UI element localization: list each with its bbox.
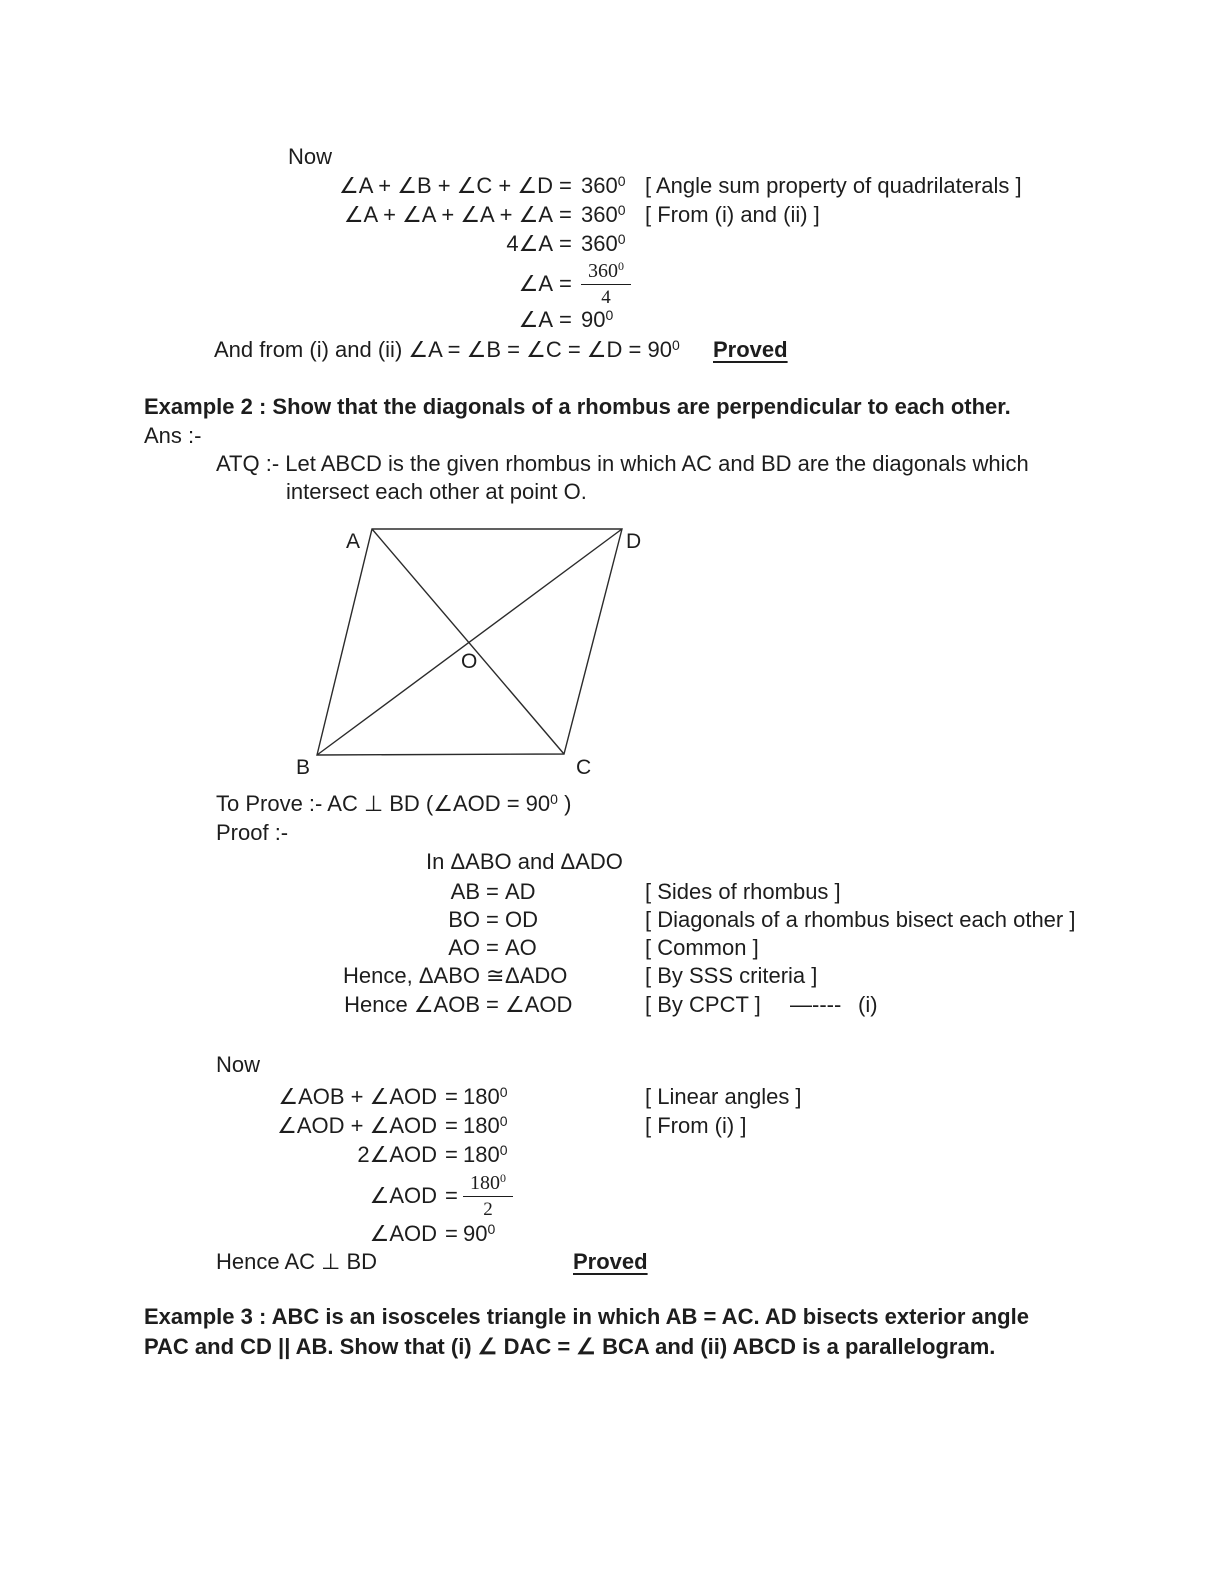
example3-line2: PAC and CD || AB. Show that (i) ∠ DAC = ∠ BCA and (ii) ABCD is a parallelogram.: [144, 1334, 996, 1359]
vertex-label-c: C: [576, 756, 592, 779]
proof-step: [0, 905, 1224, 934]
step-rhs: ∠AOD: [505, 992, 573, 1017]
equation-rhs: $180^0$: [463, 1113, 508, 1138]
step-comment: [ Sides of rhombus ]: [645, 879, 841, 904]
equation-lhs: 4∠A: [506, 231, 553, 256]
step-comment: [ Common ]: [645, 935, 759, 960]
step-lhs: Hence ∠AOB: [344, 992, 480, 1017]
proved-label: Proved: [713, 337, 788, 362]
equation-rhs: $180^0$: [463, 1084, 508, 1109]
equation-lhs: ∠AOD: [369, 1183, 437, 1208]
equation-comment: [ Angle sum property of quadrilaterals ]: [645, 173, 1022, 198]
fraction-denominator: 4: [601, 287, 611, 308]
equation-line: [0, 1140, 1224, 1169]
diagonal-ac: [372, 529, 564, 754]
diagonal-bd: [317, 529, 622, 755]
equation-lhs: ∠A: [518, 307, 553, 332]
equation-comment: [ Linear angles ]: [645, 1084, 802, 1109]
equation-lhs: ∠A + ∠B + ∠C + ∠D: [338, 173, 553, 198]
equation-rhs: $90^0$: [463, 1221, 496, 1246]
equation-rhs: $90^0$: [581, 307, 614, 332]
equals-sign: =: [559, 173, 572, 198]
proof-step: [0, 933, 1224, 962]
equation-line: [0, 1082, 1224, 1111]
step-comment: [ By SSS criteria ]: [645, 963, 818, 988]
example2-heading: Example 2 : Show that the diagonals of a rhombus are perpendicular to each other.: [144, 394, 1011, 419]
vertex-label-b: B: [296, 756, 311, 779]
fraction: [463, 1170, 513, 1219]
equation-comment: [ From (i) and (ii) ]: [645, 202, 820, 227]
step-lhs: Hence, ΔABO: [343, 963, 480, 988]
step-lhs: AO: [448, 935, 480, 960]
to-prove-line: To Prove :- AC ⊥ BD (∠AOD = $90^0$ ): [216, 791, 572, 816]
equation-line: [0, 229, 1224, 258]
vertex-label-a: A: [346, 530, 361, 553]
equation-rhs: $180^0$: [463, 1142, 508, 1167]
example3-heading: [144, 1302, 1029, 1362]
equation-lhs: ∠A: [518, 271, 553, 296]
equation-lhs: ∠AOD + ∠AOD: [277, 1113, 437, 1138]
equation-rhs: $360^0$: [581, 202, 626, 227]
equation-rhs: $360^0$: [581, 173, 626, 198]
equals-sign: =: [486, 879, 499, 904]
equation-lhs: ∠AOD: [369, 1221, 437, 1246]
equals-sign: =: [445, 1084, 458, 1109]
proof-step: [0, 961, 1224, 990]
step-comment: [ Diagonals of a rhombus bisect each other ]: [645, 907, 1076, 932]
equals-sign: =: [559, 202, 572, 227]
now-label: Now: [216, 1052, 261, 1077]
step-lhs: BO: [448, 907, 480, 932]
conclusion-text: And from (i) and (ii) ∠A = ∠B = ∠C = ∠D = $90^0$: [214, 337, 680, 362]
step-rhs: OD: [505, 907, 538, 932]
congruent-sign: ≅: [486, 963, 505, 988]
step-lhs: AB: [450, 879, 480, 904]
proof-step: [0, 990, 1224, 1019]
equation-lhs: 2∠AOD: [357, 1142, 437, 1167]
atq-line2: intersect each other at point O.: [286, 479, 587, 504]
equation-rhs: [463, 1170, 513, 1219]
step-comment: [ By CPCT ]: [645, 992, 761, 1017]
equation-lhs: ∠AOB + ∠AOD: [278, 1084, 437, 1109]
equals-sign: =: [445, 1183, 458, 1208]
equals-sign: =: [559, 271, 572, 296]
proved-label: Proved: [573, 1249, 648, 1274]
fraction-numerator: $360^0$: [581, 258, 631, 285]
proof-label: Proof :-: [216, 820, 289, 845]
in-triangles-line: In ΔABO and ΔADO: [426, 849, 623, 874]
fraction-numerator: $180^0$: [463, 1170, 513, 1197]
equals-sign: =: [486, 992, 499, 1017]
step-rhs: ΔADO: [505, 963, 568, 988]
reference-number: (i): [858, 992, 878, 1017]
equation-line: [0, 1219, 1224, 1248]
equals-sign: =: [559, 231, 572, 256]
equals-sign: =: [559, 307, 572, 332]
example3-line1: Example 3 : ABC is an isosceles triangle in which AB = AC. AD bisects exterior angle: [144, 1304, 1029, 1329]
fraction-denominator: 2: [483, 1199, 493, 1220]
equation-line-fraction: [0, 1168, 1224, 1218]
equation-line: [0, 200, 1224, 229]
equation-line: [0, 1111, 1224, 1140]
conclusion-line: [0, 335, 1224, 364]
center-label-o: O: [461, 650, 478, 673]
equals-sign: =: [486, 907, 499, 932]
conclusion-text: Hence AC ⊥ BD: [216, 1249, 378, 1274]
equals-sign: =: [445, 1113, 458, 1138]
answer-label: Ans :-: [144, 423, 202, 448]
equals-sign: =: [486, 935, 499, 960]
equals-sign: =: [445, 1221, 458, 1246]
equals-sign: =: [445, 1142, 458, 1167]
atq-line1: ATQ :- Let ABCD is the given rhombus in which AC and BD are the diagonals which: [216, 451, 1029, 476]
equation-line: [0, 171, 1224, 200]
equation-line: [0, 305, 1224, 334]
equation-rhs: [581, 258, 631, 307]
reference-dashes: —----: [790, 992, 842, 1017]
equation-lhs: ∠A + ∠A + ∠A + ∠A: [343, 202, 553, 227]
vertex-label-d: D: [626, 530, 642, 553]
equation-rhs: $360^0$: [581, 231, 626, 256]
step-rhs: AD: [505, 879, 536, 904]
fraction: [581, 258, 631, 307]
step-rhs: AO: [505, 935, 537, 960]
conclusion-line: [0, 1247, 1224, 1276]
proof-step: [0, 877, 1224, 906]
equation-line-fraction: [0, 256, 1224, 306]
equation-comment: [ From (i) ]: [645, 1113, 747, 1138]
now-label: Now: [288, 144, 333, 169]
rhombus-diagram: [290, 515, 662, 783]
